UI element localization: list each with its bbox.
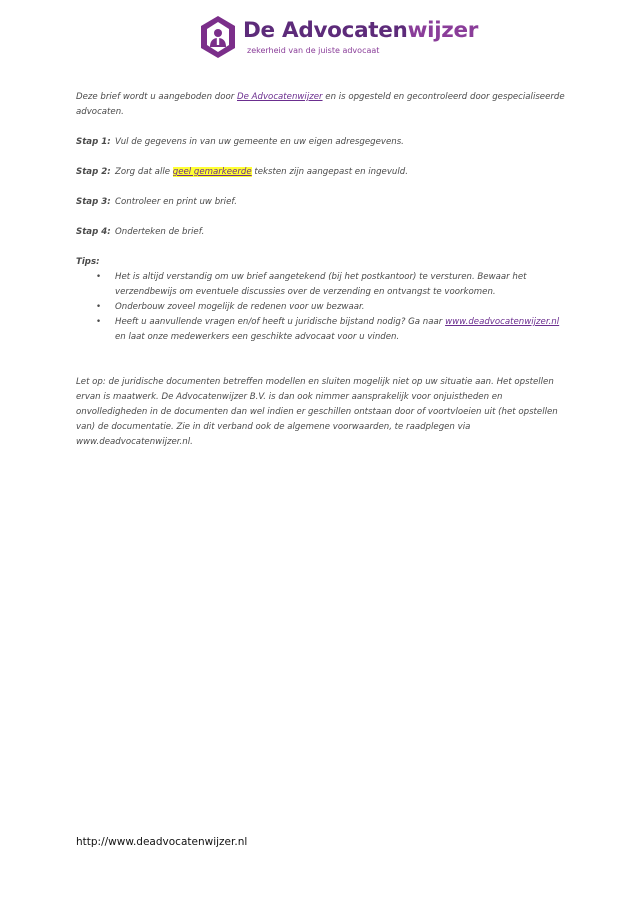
list-item	[76, 315, 566, 345]
step-text-before: Zorg dat alle	[115, 167, 173, 177]
logo	[198, 14, 479, 60]
intro-text-before: Deze brief wordt u aangeboden door	[76, 92, 237, 102]
intro-paragraph	[76, 90, 566, 120]
tips-list	[76, 270, 566, 345]
tip-text-after: en laat onze medewerkers een geschikte advocaat voor u vinden.	[115, 332, 400, 342]
step-label: Stap 4:	[76, 227, 111, 237]
tips-heading: Tips:	[76, 257, 100, 267]
logo-title	[243, 20, 478, 42]
step-2	[76, 165, 566, 180]
highlighted-text: geel gemarkeerde	[172, 167, 252, 177]
tip-text-before: Heeft u aanvullende vragen en/of heeft u juridische bijstand nodig? Ga naar	[115, 317, 446, 327]
list-item	[76, 300, 566, 315]
tip-text: Onderbouw zoveel mogelijk de redenen voor uw bezwaar.	[115, 302, 365, 312]
list-item	[76, 270, 566, 300]
step-4	[76, 225, 566, 240]
document-body	[76, 90, 566, 450]
step-text: Vul de gegevens in van uw gemeente en uw eigen adresgegevens.	[115, 137, 404, 147]
advocaat-badge-icon	[198, 15, 238, 59]
logo-title-part1: De Advocaten	[243, 18, 408, 43]
intro-text-after: en is opgesteld en gecontroleerd door gespecialiseerde advocaten.	[76, 92, 565, 117]
bullet-icon: •	[96, 302, 102, 312]
step-text-after: teksten zijn aangepast en ingevuld.	[251, 167, 408, 177]
logo-title-part2: wijzer	[407, 18, 479, 43]
bullet-icon: •	[96, 317, 102, 327]
intro-link[interactable]: De Advocatenwijzer	[237, 92, 323, 102]
step-text	[115, 165, 408, 180]
step-label: Stap 2:	[76, 167, 111, 177]
step-label: Stap 1:	[76, 137, 111, 147]
step-1	[76, 135, 566, 150]
bullet-icon: •	[96, 272, 102, 282]
disclaimer-paragraph: Let op: de juridische documenten betreffen modellen en sluiten mogelijk niet op uw situatie aan. Het opstellen ervan is maatwerk. De Advocatenwijzer B.V. is dan ook nimmer aansprakelijk voor onjuistheden en onvolledigheden in de documenten dan wel indien er geschillen ontstaan door of voortvloeien uit (het opstellen van) de documentatie. Zie in dit verband ook de algemene voorwaarden, te raadplegen via www.deadvocatenwijzer.nl.	[76, 377, 558, 447]
step-text: Onderteken de brief.	[115, 227, 205, 237]
step-label: Stap 3:	[76, 197, 111, 207]
tip-link[interactable]: www.deadvocatenwijzer.nl	[445, 317, 560, 327]
tip-text: Het is altijd verstandig om uw brief aangetekend (bij het postkantoor) te versturen. Bewaar het verzendbewijs om eventuele discussies over de verzending en ontvangst te voorkomen.	[115, 272, 527, 297]
step-text: Controleer en print uw brief.	[115, 197, 237, 207]
logo-tagline: zekerheid van de juiste advocaat	[247, 46, 380, 55]
step-3	[76, 195, 566, 210]
footer-url: http://www.deadvocatenwijzer.nl	[76, 836, 248, 848]
